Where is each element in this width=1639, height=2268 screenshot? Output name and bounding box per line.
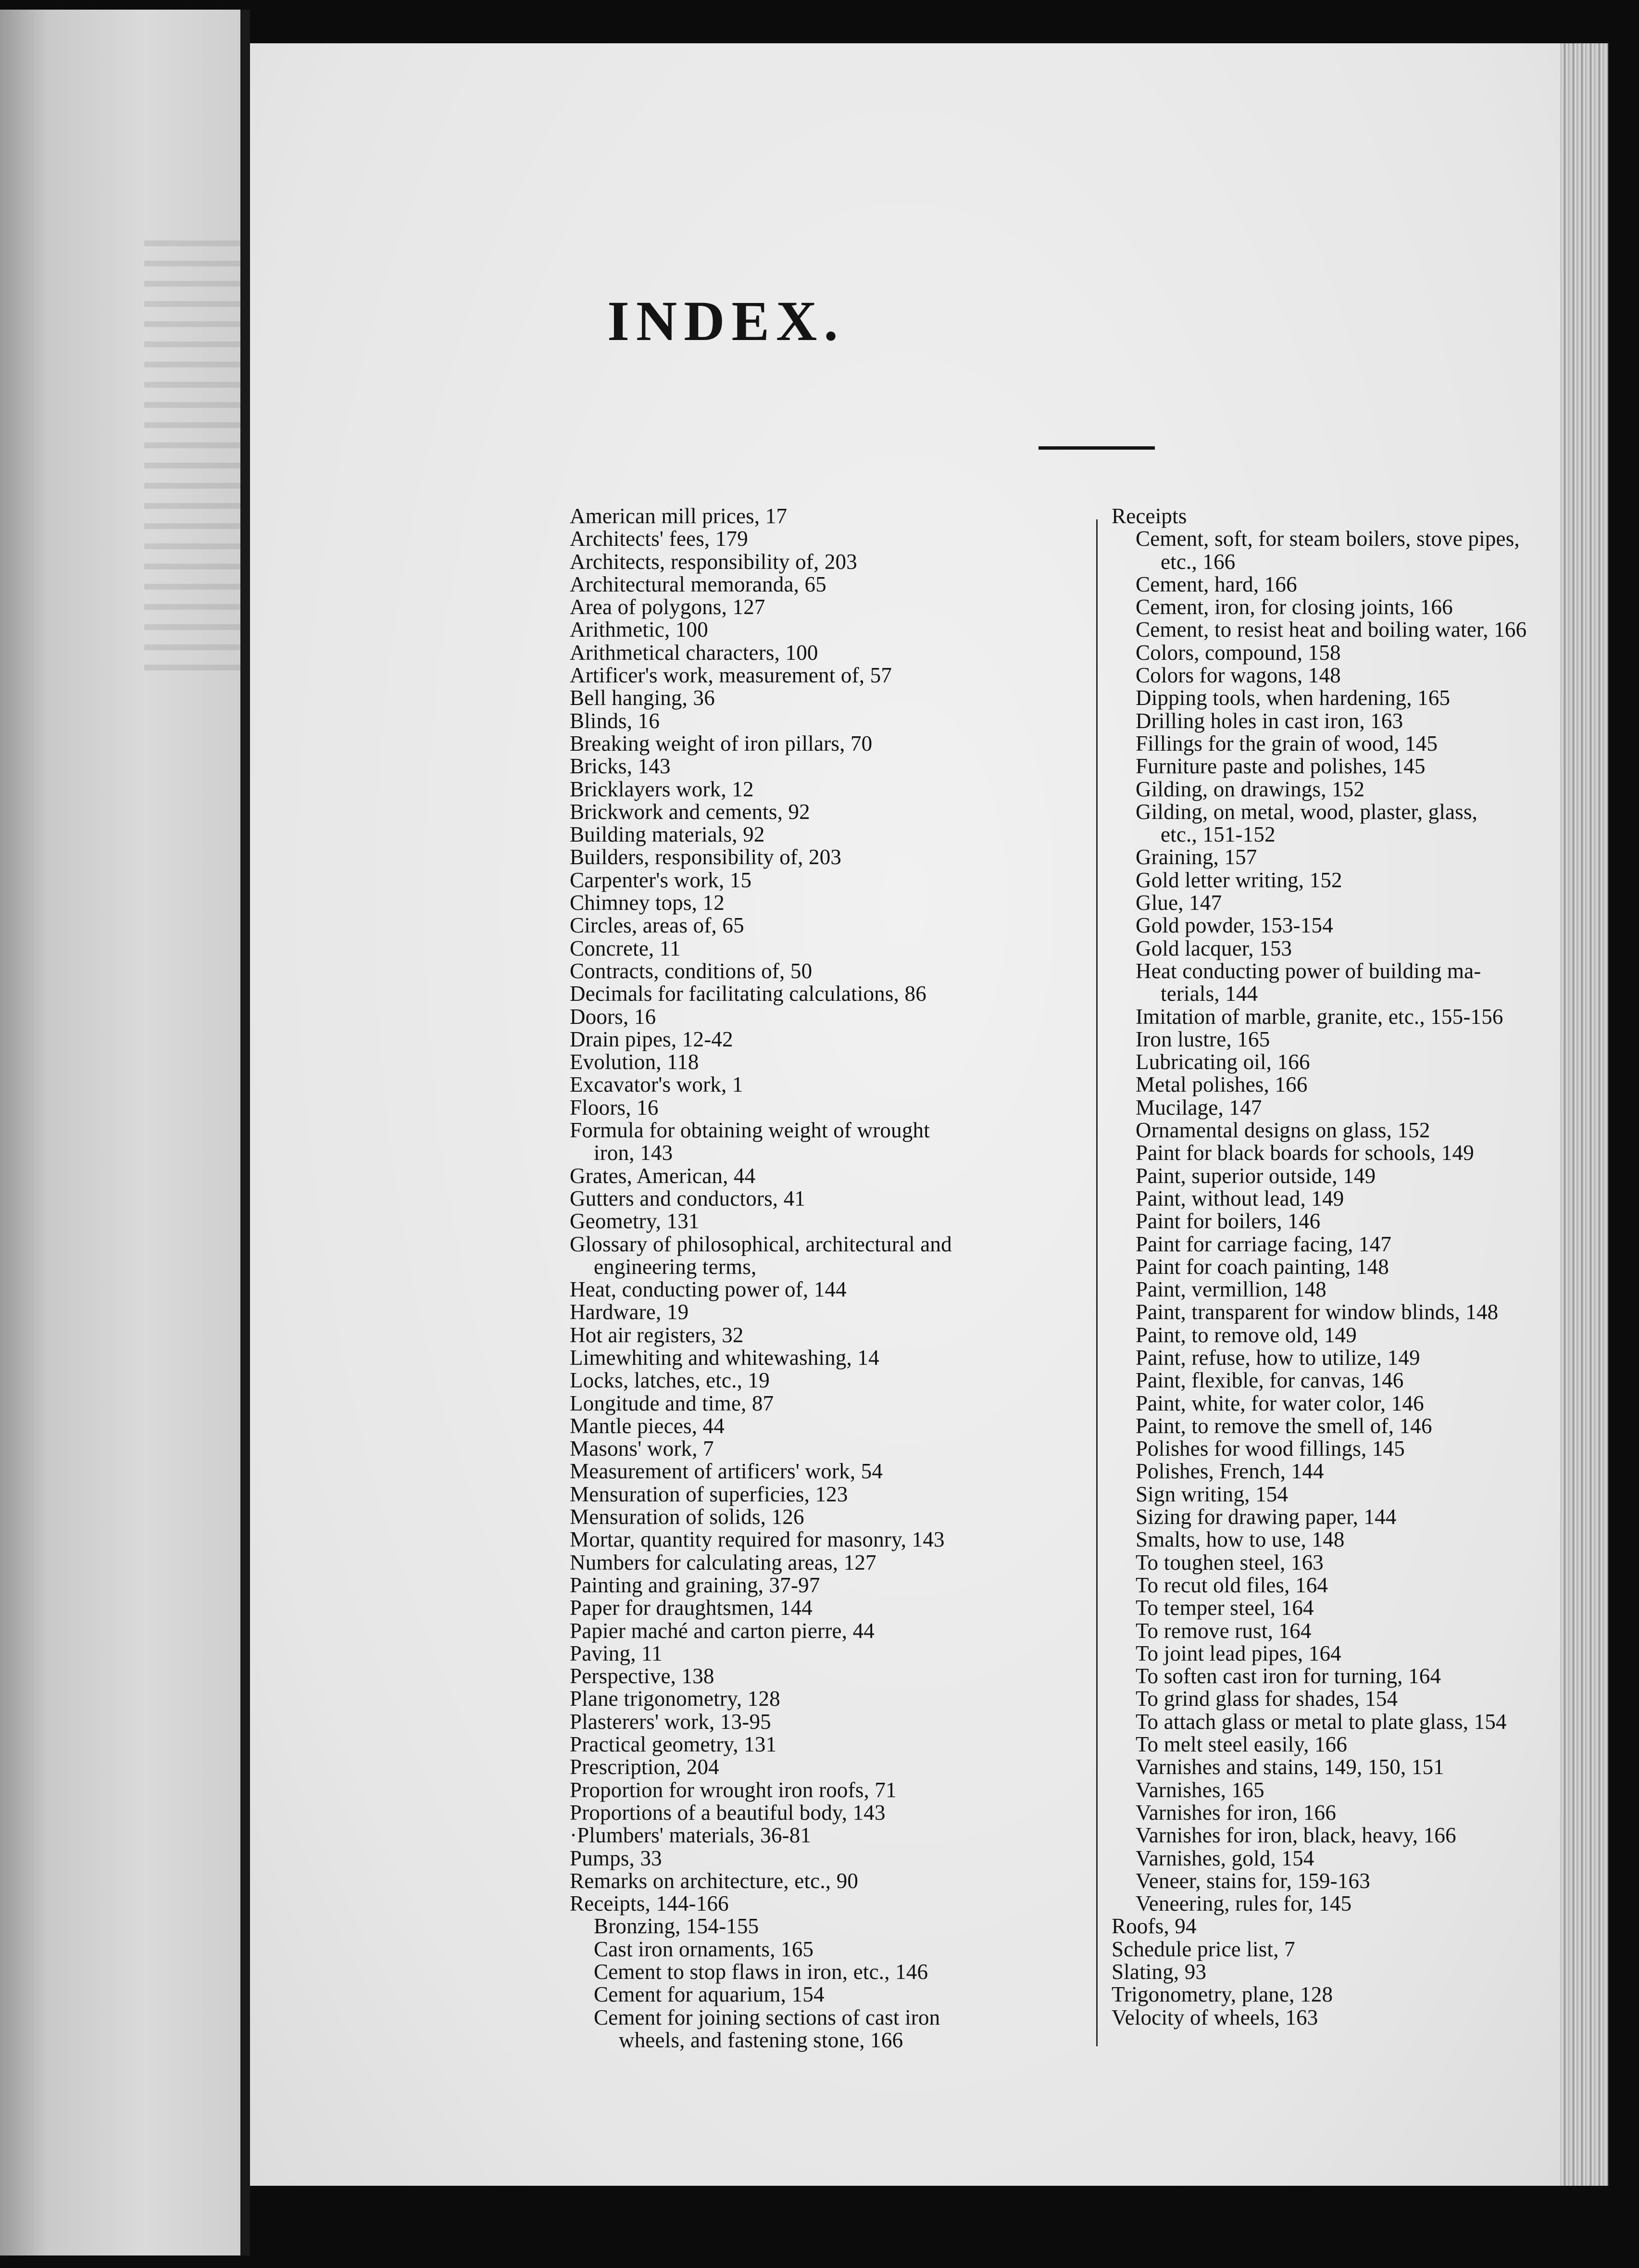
index-entry: Cement, to resist heat and boiling water, 166 [1136,617,1527,642]
index-entry: Varnishes and stains, 149, 150, 151 [1136,1755,1444,1779]
index-entry: Paint for carriage facing, 147 [1136,1232,1392,1256]
index-entry: Excavator's work, 1 [570,1072,743,1097]
index-entry: Bricks, 143 [570,754,671,779]
index-entry: Roofs, 94 [1112,1914,1197,1939]
index-entry: Glossary of philosophical, architectural and [570,1232,952,1256]
index-entry: Bell hanging, 36 [570,686,715,710]
index-entry: Numbers for calculating areas, 127 [570,1550,876,1575]
index-entry: Veneer, stains for, 159-163 [1136,1868,1370,1893]
index-entry: Architects' fees, 179 [570,527,748,551]
index-entry: Mensuration of superficies, 123 [570,1482,848,1506]
index-entry: Painting and graining, 37-97 [570,1573,820,1597]
title-rule [1038,446,1155,450]
index-entry: Mortar, quantity required for masonry, 143 [570,1527,945,1552]
index-entry: To melt steel easily, 166 [1136,1732,1348,1757]
index-entry: ·Plumbers' materials, 36-81 [570,1823,812,1848]
index-entry: Practical geometry, 131 [570,1732,777,1757]
index-entry: Sign writing, 154 [1136,1482,1289,1506]
index-entry: Varnishes, gold, 154 [1136,1846,1314,1870]
index-entry: Paint, refuse, how to utilize, 149 [1136,1345,1420,1370]
index-entry: Bronzing, 154-155 [594,1914,759,1939]
index-entry: iron, 143 [594,1141,673,1165]
index-column-right [1112,505,1526,2029]
index-entry: Blinds, 16 [570,708,660,733]
index-entry: Lubricating oil, 166 [1136,1050,1310,1074]
index-entry: Paint for coach painting, 148 [1136,1254,1389,1279]
index-entry: Brickwork and cements, 92 [570,799,810,824]
index-entry: Breaking weight of iron pillars, 70 [570,731,873,756]
index-entry: Chimney tops, 12 [570,891,725,915]
index-entry: To grind glass for shades, 154 [1136,1687,1398,1711]
index-entry: Gold letter writing, 152 [1136,868,1342,892]
index-entry: Formula for obtaining weight of wrought [570,1118,930,1143]
index-entry: Building materials, 92 [570,822,765,847]
index-entry: Proportion for wrought iron roofs, 71 [570,1777,897,1802]
index-entry: To remove rust, 164 [1136,1618,1312,1643]
index-entry: Circles, areas of, 65 [570,913,744,938]
index-entry: Builders, responsibility of, 203 [570,845,842,869]
index-entry: terials, 144 [1161,982,1258,1006]
index-entry: Polishes for wood fillings, 145 [1136,1436,1405,1461]
scan-border [250,2186,1608,2268]
index-entry: To soften cast iron for turning, 164 [1136,1664,1441,1688]
index-page [250,43,1560,2186]
index-entry: Colors for wagons, 148 [1136,663,1341,688]
index-entry: Masons' work, 7 [570,1436,714,1461]
index-entry: Furniture paste and polishes, 145 [1136,754,1426,779]
index-entry: Paint for black boards for schools, 149 [1136,1141,1474,1165]
index-entry: Mucilage, 147 [1136,1095,1262,1120]
index-entry: Arithmetic, 100 [570,617,708,642]
index-entry: Graining, 157 [1136,845,1257,869]
index-entry: Cement, soft, for steam boilers, stove pipes, [1136,527,1520,551]
index-entry: Drain pipes, 12-42 [570,1027,733,1051]
index-entry: Decimals for facilitating calculations, 86 [570,982,926,1006]
index-entry: Heat, conducting power of, 144 [570,1277,847,1302]
index-entry: etc., 151-152 [1161,822,1276,847]
index-entry: Smalts, how to use, 148 [1136,1527,1345,1552]
index-entry: Plane trigonometry, 128 [570,1687,780,1711]
index-entry: Paving, 11 [570,1641,663,1665]
index-entry: Measurement of artificers' work, 54 [570,1459,883,1484]
index-column-left [570,505,952,2052]
index-entry: Remarks on architecture, etc., 90 [570,1868,859,1893]
index-entry: Dipping tools, when hardening, 165 [1136,686,1451,710]
index-entry: Locks, latches, etc., 19 [570,1368,770,1393]
index-entry: Paint, vermillion, 148 [1136,1277,1326,1302]
index-entry: Cement for aquarium, 154 [594,1982,825,2007]
index-entry: To recut old files, 164 [1136,1573,1328,1597]
index-entry: Cement to stop flaws in iron, etc., 146 [594,1960,928,1984]
index-entry: Architects, responsibility of, 203 [570,549,857,574]
index-entry: Arithmetical characters, 100 [570,640,818,665]
index-entry: Imitation of marble, granite, etc., 155-156 [1136,1004,1503,1029]
index-entry: To temper steel, 164 [1136,1596,1314,1620]
page-title: INDEX. [607,290,845,353]
index-entry: To attach glass or metal to plate glass, 154 [1136,1709,1507,1734]
index-entry: Evolution, 118 [570,1050,699,1074]
index-entry: Varnishes for iron, 166 [1136,1800,1337,1825]
index-entry: Mensuration of solids, 126 [570,1505,804,1529]
index-entry: Grates, American, 44 [570,1163,756,1188]
index-entry: Paint, to remove the smell of, 146 [1136,1413,1432,1438]
index-entry: Drilling holes in cast iron, 163 [1136,708,1403,733]
index-entry: Papier maché and carton pierre, 44 [570,1618,875,1643]
index-entry: Hot air registers, 32 [570,1323,744,1347]
index-entry: Paint, white, for water color, 146 [1136,1391,1424,1415]
index-entry: Polishes, French, 144 [1136,1459,1324,1484]
index-entry: Varnishes, 165 [1136,1777,1264,1802]
index-entry: Veneering, rules for, 145 [1136,1891,1352,1916]
index-entry: Gutters and conductors, 41 [570,1186,806,1210]
index-entry: To joint lead pipes, 164 [1136,1641,1341,1665]
index-entry: To toughen steel, 163 [1136,1550,1324,1575]
index-entry: Architectural memoranda, 65 [570,572,826,596]
index-entry: Paint, transparent for window blinds, 148 [1136,1300,1499,1324]
index-entry: American mill prices, 17 [570,504,788,528]
index-entry: Paint for boilers, 146 [1136,1209,1321,1234]
index-entry: Iron lustre, 165 [1136,1027,1270,1051]
index-entry: Area of polygons, 127 [570,595,765,619]
index-entry: Heat conducting power of building ma- [1136,958,1481,983]
index-entry: Gold lacquer, 153 [1136,936,1292,960]
index-entry: Gilding, on drawings, 152 [1136,777,1365,801]
index-entry: Mantle pieces, 44 [570,1413,725,1438]
index-entry: Carpenter's work, 15 [570,868,752,892]
index-entry: Glue, 147 [1136,891,1222,915]
index-entry: Pumps, 33 [570,1846,662,1870]
index-entry: Receipts, 144-166 [570,1891,729,1916]
index-entry: Floors, 16 [570,1095,659,1120]
index-entry: Fillings for the grain of wood, 145 [1136,731,1438,756]
index-entry: Geometry, 131 [570,1209,700,1234]
index-entry: Varnishes for iron, black, heavy, 166 [1136,1823,1456,1848]
index-entry: Contracts, conditions of, 50 [570,958,813,983]
index-entry: Proportions of a beautiful body, 143 [570,1800,886,1825]
book-gutter [240,10,250,2255]
index-entry: Prescription, 204 [570,1755,719,1779]
index-entry: Plasterers' work, 13-95 [570,1709,771,1734]
index-entry: Hardware, 19 [570,1300,689,1324]
index-entry: wheels, and fastening stone, 166 [619,2028,903,2052]
index-entry: Limewhiting and whitewashing, 14 [570,1345,879,1370]
index-entry: Paper for draughtsmen, 144 [570,1596,813,1620]
index-entry: Cement, hard, 166 [1136,572,1297,596]
index-entry: Paint, flexible, for canvas, 146 [1136,1368,1404,1393]
index-entry: Longitude and time, 87 [570,1391,774,1415]
index-entry: Cast iron ornaments, 165 [594,1937,814,1961]
index-entry: Artificer's work, measurement of, 57 [570,663,892,688]
index-entry: Gold powder, 153-154 [1136,913,1333,938]
index-entry: Receipts [1112,504,1187,528]
index-entry: Metal polishes, 166 [1136,1072,1308,1097]
index-entry: Colors, compound, 158 [1136,640,1341,665]
index-entry: Doors, 16 [570,1004,656,1029]
index-entry: Paint, without lead, 149 [1136,1186,1344,1210]
index-entry: Concrete, 11 [570,936,681,960]
index-entry: Gilding, on metal, wood, plaster, glass, [1136,799,1478,824]
index-entry: Trigonometry, plane, 128 [1112,1982,1333,2007]
index-entry: Sizing for drawing paper, 144 [1136,1505,1397,1529]
index-entry: engineering terms, [594,1254,757,1279]
index-entry: Velocity of wheels, 163 [1112,2005,1318,2029]
index-entry: Bricklayers work, 12 [570,777,754,801]
index-entry: Paint, to remove old, 149 [1136,1323,1357,1347]
index-entry: Cement, iron, for closing joints, 166 [1136,595,1453,619]
index-entry: Perspective, 138 [570,1664,714,1688]
index-entry: Cement for joining sections of cast iron [594,2005,940,2029]
index-entry: etc., 166 [1161,549,1236,574]
page-stack-edge [1560,43,1608,2186]
bleed-through-text [144,240,240,673]
adjacent-page-edge [0,10,240,2255]
column-divider [1096,519,1098,2046]
index-entry: Schedule price list, 7 [1112,1937,1295,1961]
index-entry: Ornamental designs on glass, 152 [1136,1118,1430,1143]
index-entry: Slating, 93 [1112,1960,1207,1984]
index-entry: Paint, superior outside, 149 [1136,1163,1376,1188]
